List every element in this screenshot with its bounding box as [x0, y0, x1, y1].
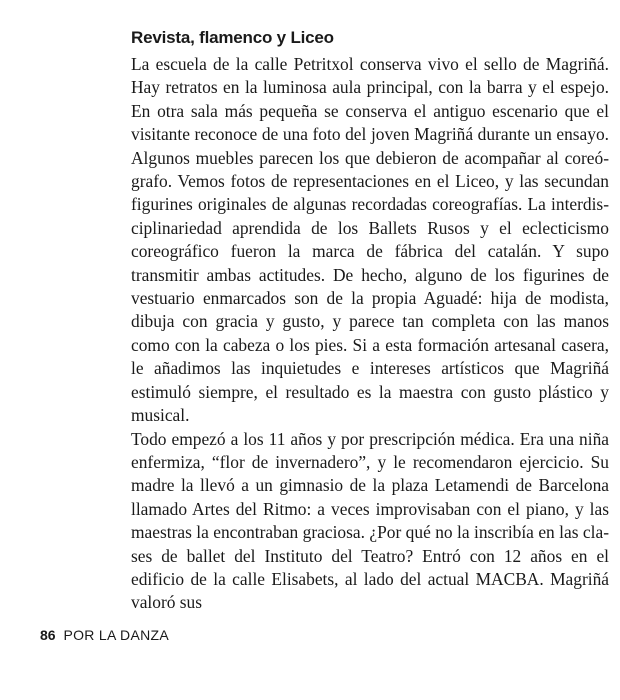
page-footer [40, 627, 169, 643]
article [131, 28, 609, 615]
publication-name: POR LA DANZA [63, 627, 169, 643]
section-heading: Revista, flamenco y Liceo [131, 28, 334, 47]
paragraph-2: Todo empezó a los 11 años y por prescripción médica. Era una niña enfermiza, “flor de invernadero”, y le recomendaron ejercicio. Su madre la llevó a un gimnasio de la plaza Letamendi de Barcelona llamado Artes del Ritmo: a veces improvisaban con el piano, y las maestras la encontraban graciosa. ¿Por qué no la inscribía en las clases de ballet del Instituto del Teatro? Entró con 12 años en el edificio de la calle Elisabets, al lado del actual MACBA. Magriñá valoró sus [131, 428, 609, 613]
paragraph-1: La escuela de la calle Petritxol conserva vivo el sello de Magriñá. Hay retratos en la luminosa aula principal, con la barra y el espejo. En otra sala más pequeña se conserva el antiguo escenario que el visitante reconoce de una foto del joven Magriñá durante un ensayo. Algunos muebles parecen los que debieron de acompañar al coreógrafo. Vemos fotos de representaciones en el Liceo, y las secundan figurines originales de algunas recordadas coreografías. La interdisciplinariedad aprendida de los Ballets Rusos y el eclecticismo coreográfico fueron la marca de fábrica del catalán. Y supo transmitir ambas actitudes. De hecho, alguno de los figurines de vestuario enmarcados son de la propia Aguadé: hija de modista, dibuja con gracia y gusto, y parece tan completa con las manos como con la cabeza o los pies. Si a esta formación artesanal casera, le añadimos las inquietudes e intereses artísticos que Magriñá estimuló siempre, el resultado es la maestra con gusto plástico y musical. [131, 54, 609, 426]
page-number: 86 [40, 627, 56, 643]
